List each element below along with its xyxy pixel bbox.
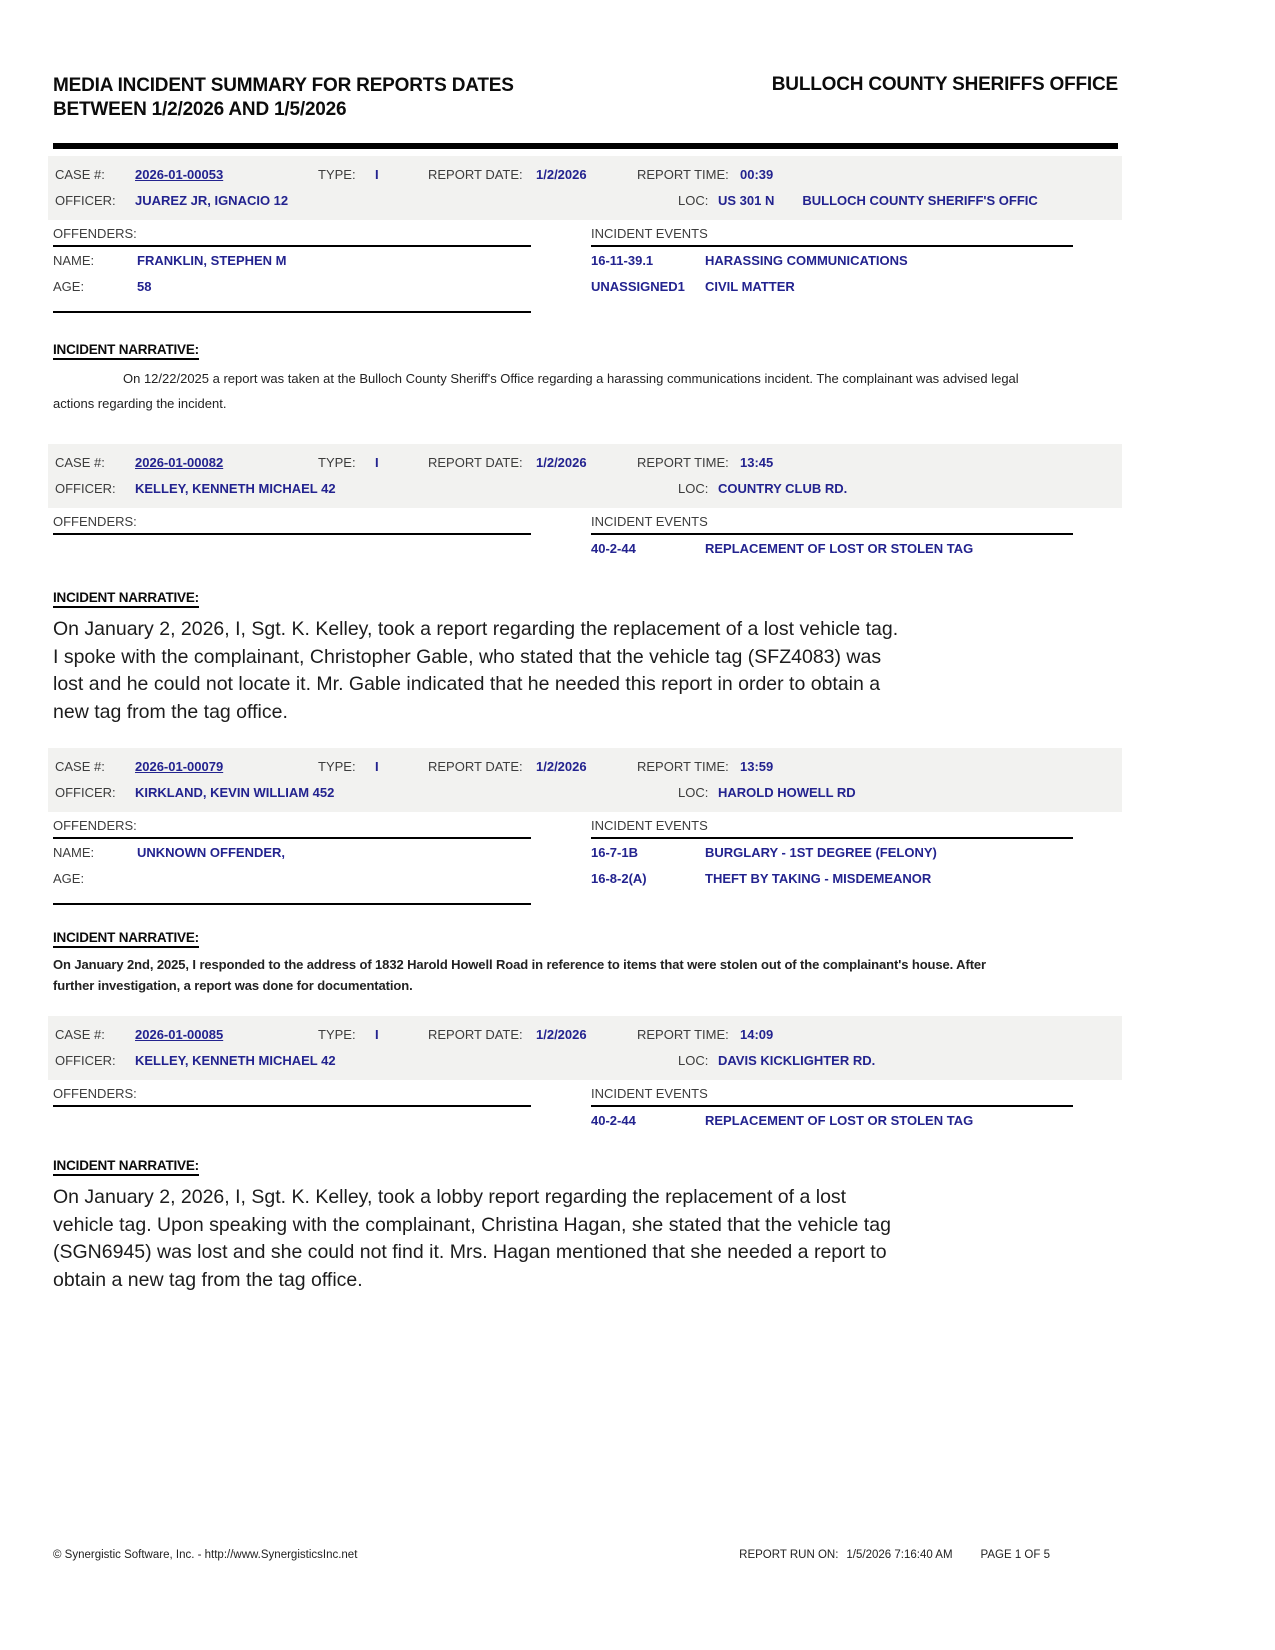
offenders-label: OFFENDERS: <box>53 818 531 839</box>
incident-events-label: INCIDENT EVENTS <box>591 514 1073 535</box>
offenders-section <box>53 818 531 905</box>
narrative-text: On January 2, 2026, I, Sgt. K. Kelley, took a lobby report regarding the replacement of a lost vehicle tag. Upon speaking with the complainant, Christina Hagan, she stated that the vehicle tag (SGN6945) was lost and she could not find it. Mrs. Hagan mentioned that she needed a report to obtain a new tag from the tag office. <box>53 1186 891 1291</box>
event-row <box>591 275 1073 299</box>
event-code: 40-2-44 <box>591 541 636 556</box>
loc-label: LOC: <box>678 1053 709 1068</box>
report-title: MEDIA INCIDENT SUMMARY FOR REPORTS DATES BETWEEN 1/2/2026 AND 1/5/2026 <box>53 75 514 120</box>
incident-events-label: INCIDENT EVENTS <box>591 1086 1073 1107</box>
event-desc: REPLACEMENT OF LOST OR STOLEN TAG <box>705 541 974 556</box>
report-date-value: 1/2/2026 <box>536 455 587 470</box>
report-date-label: REPORT DATE: <box>428 759 523 774</box>
offenders-section <box>53 226 531 313</box>
loc-label: LOC: <box>678 193 709 208</box>
offenders-label: OFFENDERS: <box>53 514 531 535</box>
event-row <box>591 537 1073 561</box>
type-value: I <box>375 759 379 774</box>
event-desc: REPLACEMENT OF LOST OR STOLEN TAG <box>705 1113 974 1128</box>
report-time-value: 00:39 <box>740 167 774 182</box>
loc-value: HAROLD HOWELL RD <box>718 785 856 800</box>
report-run-label: REPORT RUN ON: <box>739 1549 839 1561</box>
report-date-value: 1/2/2026 <box>536 1027 587 1042</box>
report-date-value: 1/2/2026 <box>536 759 587 774</box>
loc-label: LOC: <box>678 785 709 800</box>
narrative-text: On January 2, 2026, I, Sgt. K. Kelley, took a report regarding the replacement of a lost vehicle tag. I spoke with the complainant, Christopher Gable, who stated that the vehicle tag (SFZ4083) was lost and he could not locate it. Mr. Gable indicated that he needed this report in order to obtain a new tag from the tag office. <box>53 618 899 723</box>
report-time-label: REPORT TIME: <box>637 1027 729 1042</box>
case-number-link[interactable]: 2026-01-00079 <box>135 759 224 774</box>
incident-events-section <box>591 514 1073 561</box>
name-label: NAME: <box>53 845 95 860</box>
report-header <box>53 74 1118 122</box>
type-value: I <box>375 167 379 182</box>
report-date-label: REPORT DATE: <box>428 1027 523 1042</box>
type-value: I <box>375 455 379 470</box>
type-label: TYPE: <box>318 455 356 470</box>
case-band <box>48 156 1122 220</box>
event-desc: CIVIL MATTER <box>705 279 795 294</box>
narrative-heading: INCIDENT NARRATIVE: <box>53 929 1118 948</box>
offender-age-row <box>53 867 531 891</box>
officer-label: OFFICER: <box>55 1053 116 1068</box>
case-label: CASE #: <box>55 1027 105 1042</box>
case-block-2 <box>53 444 1118 726</box>
event-row <box>591 867 1073 891</box>
report-time-label: REPORT TIME: <box>637 167 729 182</box>
event-code: 16-11-39.1 <box>591 253 654 268</box>
case-label: CASE #: <box>55 455 105 470</box>
type-label: TYPE: <box>318 167 356 182</box>
offender-age: 58 <box>137 279 152 294</box>
case-block-3 <box>53 748 1118 996</box>
type-label: TYPE: <box>318 759 356 774</box>
age-label: AGE: <box>53 871 85 886</box>
event-row <box>591 249 1073 273</box>
case-block-4 <box>53 1016 1118 1294</box>
narrative-heading: INCIDENT NARRATIVE: <box>53 589 1118 608</box>
header-rule <box>53 143 1118 149</box>
case-label: CASE #: <box>55 167 105 182</box>
report-time-value: 13:45 <box>740 455 774 470</box>
type-label: TYPE: <box>318 1027 356 1042</box>
event-code: 16-8-2(A) <box>591 871 647 886</box>
offender-age <box>137 867 531 891</box>
offender-name: FRANKLIN, STEPHEN M <box>137 253 287 268</box>
officer-label: OFFICER: <box>55 193 116 208</box>
case-number-link[interactable]: 2026-01-00082 <box>135 455 224 470</box>
narrative-text: On 12/22/2025 a report was taken at the Bulloch County Sheriff's Office regarding a harassing communications incident. The complainant was advised legal actions regarding the incident. <box>53 371 1019 411</box>
incident-events-section <box>591 1086 1073 1133</box>
offenders-close-rule <box>53 301 531 313</box>
offender-name-row <box>53 249 531 273</box>
name-label: NAME: <box>53 253 95 268</box>
report-date-label: REPORT DATE: <box>428 167 523 182</box>
officer-label: OFFICER: <box>55 785 116 800</box>
offenders-close-rule <box>53 893 531 905</box>
officer-value: KIRKLAND, KEVIN WILLIAM 452 <box>135 785 335 800</box>
officer-value: KELLEY, KENNETH MICHAEL 42 <box>135 1053 336 1068</box>
case-band <box>48 748 1122 812</box>
case-band <box>48 444 1122 508</box>
incident-events-label: INCIDENT EVENTS <box>591 818 1073 839</box>
offender-age-row <box>53 275 531 299</box>
officer-value: KELLEY, KENNETH MICHAEL 42 <box>135 481 336 496</box>
event-desc: THEFT BY TAKING - MISDEMEANOR <box>705 871 932 886</box>
case-number-link[interactable]: 2026-01-00085 <box>135 1027 224 1042</box>
narrative-heading: INCIDENT NARRATIVE: <box>53 1157 1118 1176</box>
event-row <box>591 841 1073 865</box>
offender-name: UNKNOWN OFFENDER, <box>137 845 286 860</box>
event-row <box>591 1109 1073 1133</box>
event-desc: BURGLARY - 1ST DEGREE (FELONY) <box>705 845 937 860</box>
offenders-label: OFFENDERS: <box>53 1086 531 1107</box>
report-time-value: 13:59 <box>740 759 774 774</box>
case-block-1 <box>53 156 1118 416</box>
report-run-value: 1/5/2026 7:16:40 AM <box>846 1549 953 1561</box>
report-date-value: 1/2/2026 <box>536 167 587 182</box>
event-code: 16-7-1B <box>591 845 638 860</box>
case-band <box>48 1016 1122 1080</box>
loc-value-2: BULLOCH COUNTY SHERIFF'S OFFIC <box>802 193 1038 208</box>
offender-name-row <box>53 841 531 865</box>
incident-events-section <box>591 818 1073 905</box>
age-label: AGE: <box>53 279 85 294</box>
offenders-section <box>53 1086 531 1133</box>
report-time-label: REPORT TIME: <box>637 759 729 774</box>
incident-events-section <box>591 226 1073 313</box>
incident-events-label: INCIDENT EVENTS <box>591 226 1073 247</box>
offenders-section <box>53 514 531 561</box>
case-number-link[interactable]: 2026-01-00053 <box>135 167 224 182</box>
copyright-text: © Synergistic Software, Inc. - http://www.SynergisticsInc.net <box>53 1549 358 1561</box>
event-desc: HARASSING COMMUNICATIONS <box>705 253 908 268</box>
case-label: CASE #: <box>55 759 105 774</box>
offenders-label: OFFENDERS: <box>53 226 531 247</box>
loc-value: DAVIS KICKLIGHTER RD. <box>718 1053 876 1068</box>
loc-value: US 301 N BULLOCH COUNTY SHERIFF'S OFFIC <box>718 193 1038 208</box>
officer-label: OFFICER: <box>55 481 116 496</box>
officer-value: JUAREZ JR, IGNACIO 12 <box>135 193 289 208</box>
report-time-value: 14:09 <box>740 1027 774 1042</box>
report-date-label: REPORT DATE: <box>428 455 523 470</box>
event-code: UNASSIGNED1 <box>591 279 685 294</box>
event-code: 40-2-44 <box>591 1113 636 1128</box>
agency-title: BULLOCH COUNTY SHERIFFS OFFICE <box>771 74 1118 95</box>
narrative-heading: INCIDENT NARRATIVE: <box>53 341 1118 360</box>
page-footer <box>53 1549 1275 1561</box>
page-number: PAGE 1 OF 5 <box>980 1549 1050 1561</box>
loc-label: LOC: <box>678 481 709 496</box>
narrative-text: On January 2nd, 2025, I responded to the address of 1832 Harold Howell Road in reference to items that were stolen out of the complainant's house. After further investigation, a report was done for documentation. <box>53 957 987 993</box>
loc-value: COUNTRY CLUB RD. <box>718 481 848 496</box>
report-time-label: REPORT TIME: <box>637 455 729 470</box>
type-value: I <box>375 1027 379 1042</box>
